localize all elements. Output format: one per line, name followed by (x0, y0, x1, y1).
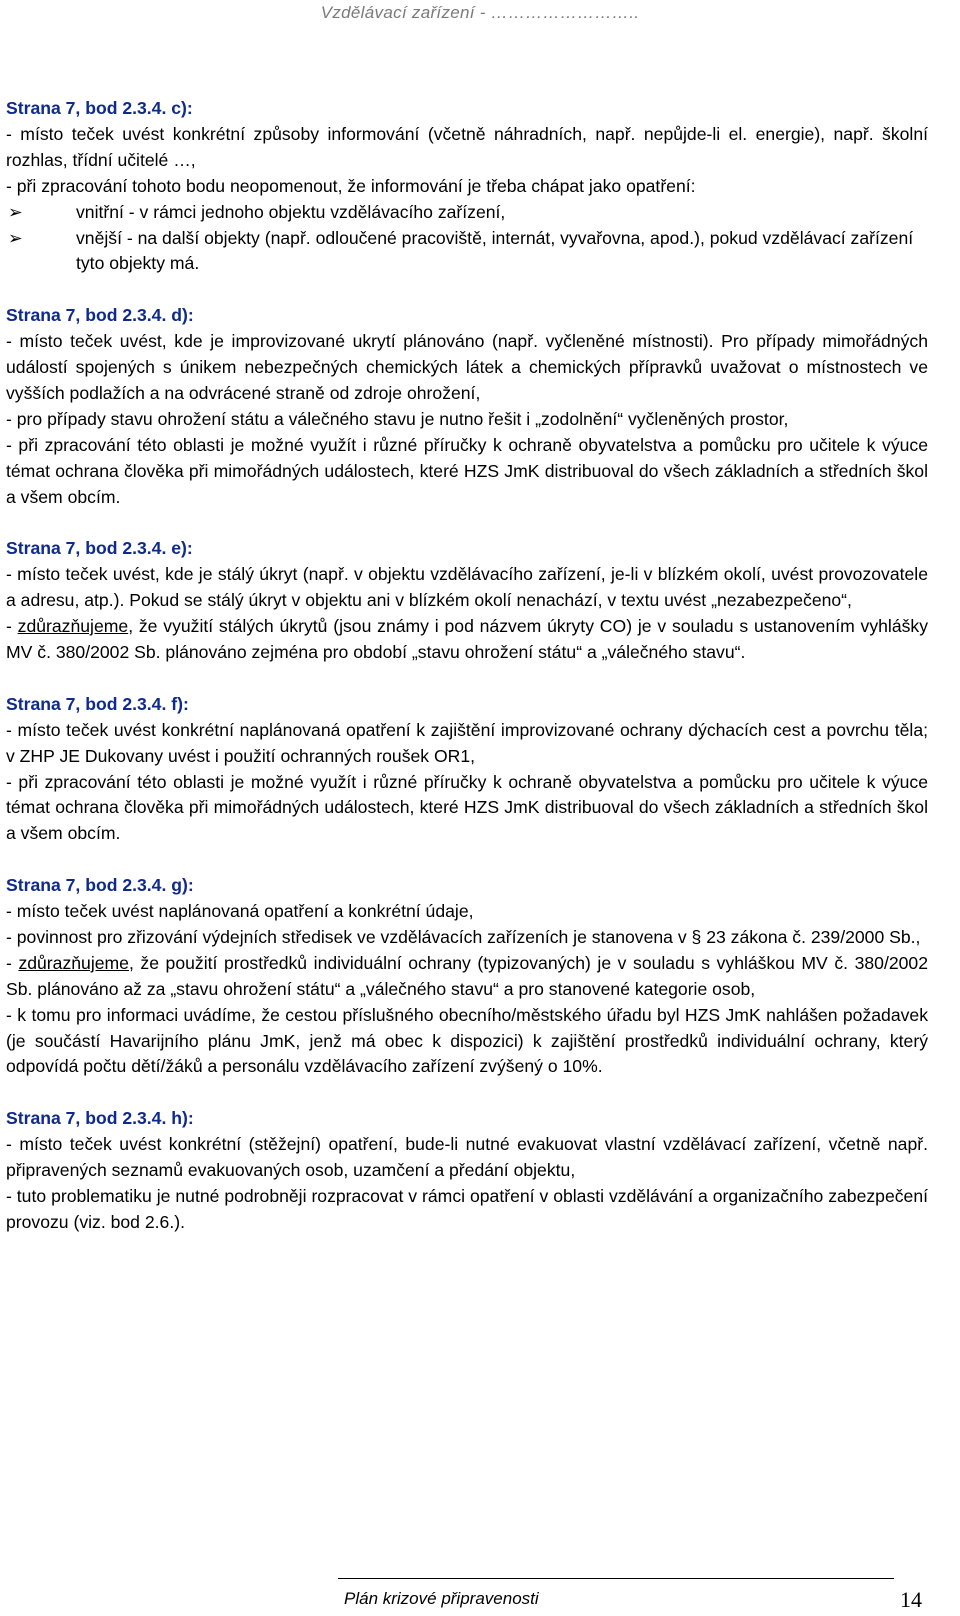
bullet-text: vnitřní - v rámci jednoho objektu vzdělávacího zařízení, (76, 201, 506, 222)
section-heading: Strana 7, bod 2.3.4. e): (6, 538, 193, 559)
paragraph: - pro případy stavu ohrožení státu a válečného stavu je nutno řešit i „zodolnění“ vyčleněných prostor, (6, 408, 789, 429)
paragraph: - při zpracování této oblasti je možné využít i různé příručky k ochraně obyvatelstva a pomůcku pro učitele k výuce témat ochrana člověka při mimořádných událostech, které HZS JmK distribuoval do všech základních a středních škol a všem obcím. (6, 434, 928, 507)
page-number: 14 (900, 1587, 922, 1612)
paragraph-rest: , že použití prostředků individuální ochrany (typizovaných) je v souladu s vyhláškou MV č. 380/2002 Sb. plánováno až za „stavu ohrožení státu“ a „válečného stavu“ a pro stanovené kategorie osob, (6, 952, 928, 999)
section-heading: Strana 7, bod 2.3.4. g): (6, 875, 194, 896)
paragraph (6, 614, 928, 666)
section-g (6, 873, 928, 1080)
section-c (6, 96, 928, 277)
bullet-item (6, 226, 928, 278)
paragraph: - místo teček uvést konkrétní (stěžejní) opatření, bude-li nutné evakuovat vlastní vzdělávací zařízení, včetně např. připravených seznamů evakuovaných osob, uzamčení a předání objektu, (6, 1134, 928, 1181)
arrow-bullet-icon: ➢ (8, 201, 23, 222)
paragraph: - místo teček uvést, kde je improvizované ukrytí plánováno (např. vyčleněné místnosti). Pro případy mimořádných událostí spojených s únikem nebezpečných chemických látek a chemických přípravků uvažovat o místnostech ve vyšších podlažích a na odvrácené straně od zdroje ohrožení, (6, 331, 928, 403)
paragraph: - k tomu pro informaci uvádíme, že cestou příslušného obecního/městského úřadu byl HZS JmK nahlášen požadavek (je součástí Havarijního plánu JmK, jenž má obec k dispozici) k zajištění prostředků individuální ochrany, který odpovídá počtu dětí/žáků a personálu vzdělávacího zařízení zvýšený o 10%. (6, 1004, 928, 1077)
footer-divider (338, 1578, 894, 1579)
section-h (6, 1106, 928, 1236)
section-heading: Strana 7, bod 2.3.4. d): (6, 305, 194, 326)
footer-title: Plán krizové připravenosti (344, 1589, 539, 1608)
section-d (6, 303, 928, 510)
emphasis-underlined: zdůrazňujeme (18, 952, 129, 973)
paragraph: - místo teček uvést konkrétní naplánovaná opatření k zajištění improvizované ochrany dýchacích cest a povrchu těla; v ZHP JE Dukovany uvést i použití ochranných roušek OR1, (6, 719, 928, 766)
paragraph: - při zpracování tohoto bodu neopomenout, že informování je třeba chápat jako opatření: (6, 175, 696, 196)
dash: - (6, 616, 18, 637)
document-body (6, 96, 928, 1262)
section-heading: Strana 7, bod 2.3.4. c): (6, 98, 193, 118)
paragraph: - povinnost pro zřizování výdejních středisek ve vzdělávacích zařízeních je stanovena v § 23 zákona č. 239/2000 Sb., (6, 926, 921, 947)
section-heading: Strana 7, bod 2.3.4. f): (6, 693, 189, 714)
header-title: Vzdělávací zařízení - …………………….. (320, 3, 640, 22)
paragraph: - místo teček uvést, kde je stálý úkryt (např. v objektu vzdělávacího zařízení, je-li v blízkém okolí, uvést provozovatele a adresu, atp.). Pokud se stálý úkryt v objektu ani v blízkém okolí nenachází, v textu uvést „nezabezpečeno“, (6, 564, 928, 611)
paragraph: - tuto problematiku je nutné podrobněji rozpracovat v rámci opatření v oblasti vzdělávání a organizačního zabezpečení provozu (viz. bod 2.6.). (6, 1185, 928, 1232)
paragraph: - místo teček uvést konkrétní způsoby informování (včetně náhradních, např. nepůjde-li el. energie), např. školní rozhlas, třídní učitelé …, (6, 123, 928, 170)
dash: - (6, 952, 19, 973)
section-f (6, 692, 928, 847)
paragraph: - při zpracování této oblasti je možné využít i různé příručky k ochraně obyvatelstva a pomůcku pro učitele k výuce témat ochrana člověka při mimořádných událostech, které HZS JmK distribuoval do všech základních a středních škol a všem obcím. (6, 771, 928, 844)
bullet-text: vnější - na další objekty (např. odloučené pracoviště, internát, vyvařovna, apod.), pokud vzdělávací zařízení tyto objekty má. (76, 227, 914, 274)
section-e (6, 536, 928, 666)
section-heading: Strana 7, bod 2.3.4. h): (6, 1108, 194, 1129)
paragraph: - místo teček uvést naplánovaná opatření a konkrétní údaje, (6, 901, 474, 922)
emphasis-underlined: zdůrazňujeme (17, 616, 129, 637)
arrow-bullet-icon: ➢ (8, 227, 23, 248)
paragraph (6, 951, 928, 1003)
bullet-item (6, 200, 928, 226)
paragraph-rest: , že využití stálých úkrytů (jsou známy i pod názvem úkryty CO) je v souladu s ustanovením vyhlášky MV č. 380/2002 Sb. plánováno zejména pro období „stavu ohrožení státu“ a „válečného stavu“. (6, 616, 929, 662)
